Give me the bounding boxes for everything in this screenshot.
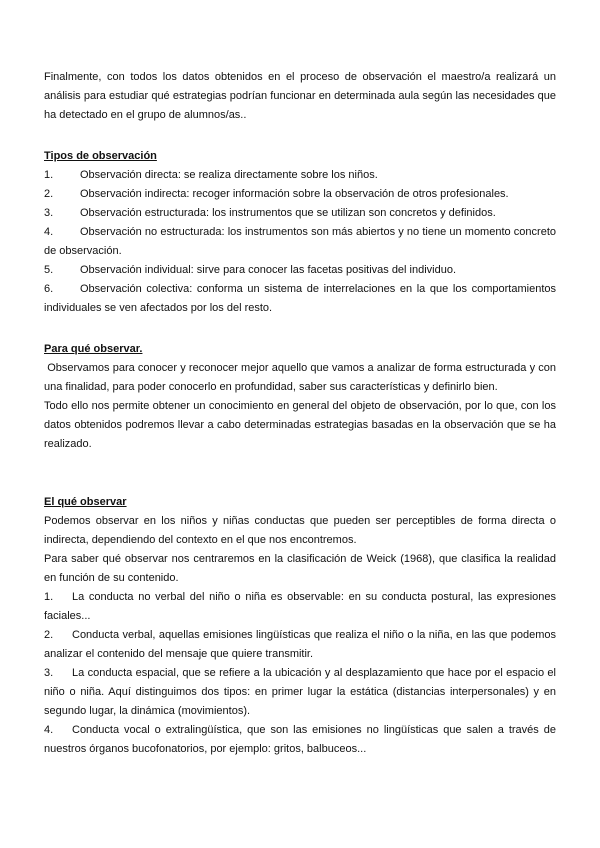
list-item: [44, 664, 556, 721]
intro-section: [44, 68, 556, 125]
list-number: 1.: [44, 169, 54, 181]
para-que-paragraph-1: Observamos para conocer y reconocer mejor aquello que vamos a analizar de forma estructurada y con una finalidad, para poder conocerlo en profundidad, saber sus características y definirlo bien.: [44, 362, 560, 393]
list-item: [44, 588, 556, 626]
list-number: 5.: [44, 264, 54, 276]
el-que-paragraph-2: Para saber qué observar nos centraremos en la clasificación de Weick (1968), que clasifica la realidad en función de su contenido.: [44, 553, 556, 584]
intro-paragraph: Finalmente, con todos los datos obtenidos en el proceso de observación el maestro/a realizará un análisis para estudiar qué estrategias podrían funcionar en determinada aula según las necesidades que ha detectado en el grupo de alumnos/as..: [44, 71, 556, 121]
el-que-paragraph-1: Podemos observar en los niños y niñas conductas que pueden ser perceptibles de forma directa o indirecta, dependiendo del contexto en el que nos encontremos.: [44, 515, 556, 546]
list-item: [44, 280, 556, 318]
el-que-heading: El qué observar: [44, 496, 127, 508]
list-item: [44, 721, 556, 759]
list-text: Observación indirecta: recoger información sobre la observación de otros profesionales.: [80, 188, 509, 200]
list-number: 2.: [44, 629, 54, 641]
para-que-section: [44, 340, 560, 454]
list-number: 3.: [44, 207, 54, 219]
list-item: [44, 204, 556, 223]
list-item: [44, 223, 556, 261]
list-text: Observación colectiva: conforma un sistema de interrelaciones en la que los comportamientos individuales se ven afectados por los del resto.: [44, 283, 556, 314]
list-text: La conducta espacial, que se refiere a la ubicación y al desplazamiento que hace por el espacio el niño o niña. Aquí distinguimos dos tipos: en primer lugar la estática (distancias interpersonales) y en segundo lugar, la dinámica (movimientos).: [44, 667, 556, 717]
list-item: [44, 166, 556, 185]
list-number: 6.: [44, 283, 54, 295]
list-text: Observación no estructurada: los instrumentos son más abiertos y no tiene un momento concreto de observación.: [44, 226, 556, 257]
list-number: 1.: [44, 591, 54, 603]
list-text: Conducta vocal o extralingüística, que son las emisiones no lingüísticas que salen a través de nuestros órganos bucofonatorios, por ejemplo: gritos, balbuceos...: [44, 724, 556, 755]
list-text: Observación individual: sirve para conocer las facetas positivas del individuo.: [80, 264, 457, 276]
list-number: 4.: [44, 226, 54, 238]
list-text: La conducta no verbal del niño o niña es observable: en su conducta postural, las expresiones faciales...: [44, 591, 556, 622]
list-text: Observación directa: se realiza directamente sobre los niños.: [80, 169, 378, 181]
list-number: 2.: [44, 188, 54, 200]
list-item: [44, 185, 556, 204]
list-text: Observación estructurada: los instrumentos que se utilizan son concretos y definidos.: [80, 207, 496, 219]
tipos-section: [44, 147, 556, 318]
list-number: 4.: [44, 724, 54, 736]
el-que-section: [44, 493, 556, 759]
list-item: [44, 626, 556, 664]
list-item: [44, 261, 556, 280]
para-que-heading: Para qué observar.: [44, 343, 143, 355]
tipos-heading: Tipos de observación: [44, 150, 157, 162]
list-number: 3.: [44, 667, 54, 679]
para-que-paragraph-2: Todo ello nos permite obtener un conocimiento en general del objeto de observación, por lo que, con los datos obtenidos podremos llevar a cabo determinadas estrategias basadas en la observación que se ha realizado.: [44, 400, 556, 450]
list-text: Conducta verbal, aquellas emisiones lingüísticas que realiza el niño o la niña, en las que podemos analizar el contenido del mensaje que quiere transmitir.: [44, 629, 556, 660]
